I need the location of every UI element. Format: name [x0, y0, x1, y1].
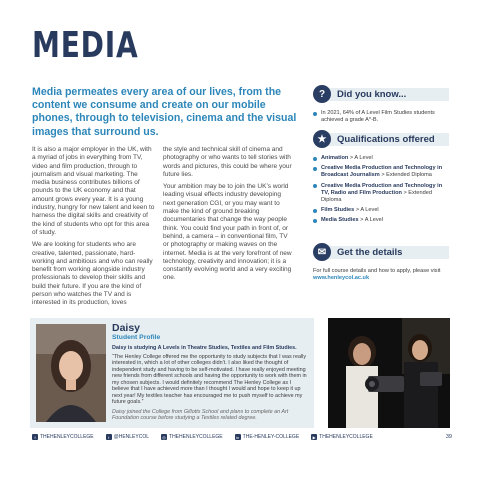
student-photo: [36, 324, 106, 422]
social-linkedin[interactable]: in THE-HENLEY-COLLEGE: [236, 434, 300, 440]
linkedin-icon: in: [236, 434, 240, 440]
profile-lead: Daisy is studying A Levels in Theatre Studies, Textiles and Film Studies.: [112, 345, 297, 351]
list-item: In 2021, 64% of A Level Film Studies students achieved a grade A*-B.: [313, 110, 449, 124]
qualification-item: Animation > A Level: [313, 155, 449, 162]
instagram-icon: ◎: [162, 434, 166, 440]
details-section: [313, 242, 449, 282]
students-camera-photo: [328, 318, 450, 428]
social-youtube[interactable]: ▶ THEHENLEYCOLLEGE: [312, 434, 373, 440]
did-you-know-heading: ? Did you know...: [313, 84, 449, 104]
body-paragraph: We are looking for students who are creative, talented, passionate, hard-working and ambitious and who can really benefit from working alongside industry professionals to develop their skills and build their future. If you are the kind of person who watches the TV and is interested in its production, loves: [32, 241, 153, 307]
question-icon: ?: [313, 85, 331, 103]
qualifications-section: [313, 129, 449, 228]
profile-footnote: Daisy joined the College from Gillotts School and plans to complete an Art Foundation course before studying a Textiles related degree.: [112, 408, 289, 421]
qualification-item: Creative Media Production and Technology in TV, Radio and Film Production > Extended Diploma: [313, 183, 449, 205]
page-title: MEDIA: [32, 25, 139, 66]
details-heading: ✉ Get the details: [313, 242, 449, 262]
star-icon: ★: [313, 130, 331, 148]
body-paragraph: Your ambition may be to join the UK’s world leading visual effects industry developing next generation CGI, or you may want to make the kind of ground breaking documentaries that change the way people think. You could find your path in front of, or behind, a camera – in conventional film, TV or photography or making waves on the internet. Media is at the very forefront of new technology, creativity and innovation; it is a constantly evolving world and a very exciting one.: [163, 183, 292, 282]
website-link[interactable]: www.henleycol.ac.uk: [313, 275, 370, 282]
profile-name: Daisy: [112, 322, 141, 334]
facebook-icon: f: [32, 434, 38, 440]
body-paragraph: It is also a major employer in the UK, with a myriad of jobs in everything from TV, video and film production, through to journalism and visual marketing. The media business contributes billions of pounds to the UK economy and that amount grows every year. It is a young industry, hungry for new talent and keen to harness the digital skills and creativity of the kind of students who opt for this area of study.: [32, 146, 155, 236]
details-text: For full course details and how to apply, please visit www.henleycol.ac.uk: [313, 268, 441, 282]
intro-text: Media permeates every area of our lives, from the content we consume and create on our mobile phones, through to television, cinema and the visual images that surround us.: [32, 86, 297, 138]
mail-icon: ✉: [313, 243, 331, 261]
body-column-2: [163, 146, 293, 287]
social-twitter[interactable]: t @HENLEYCOL: [106, 434, 149, 440]
profile-role: Student Profile: [112, 334, 161, 341]
profile-body: [112, 345, 308, 422]
social-facebook[interactable]: f THEHENLEYCOLLEGE: [32, 434, 94, 440]
qualification-item: Media Studies > A Level: [313, 217, 449, 224]
footer-social-bar: [32, 432, 452, 442]
social-instagram[interactable]: ◎ THEHENLEYCOLLEGE: [162, 434, 223, 440]
youtube-icon: ▶: [312, 434, 316, 440]
body-paragraph: the style and technical skill of cinema and photography or who wants to tell stories with words and pictures, this could be where your future lies.: [163, 146, 292, 178]
twitter-icon: t: [106, 434, 112, 440]
qualification-item: Creative Media Production and Technology in Broadcast Journalism > Extended Diploma: [313, 165, 449, 179]
qualification-item: Film Studies > A Level: [313, 207, 449, 214]
body-column-1: [32, 146, 156, 312]
profile-quote: “The Henley College offered me the opportunity to study subjects that I was really interested in, which a lot of other colleges didn’t. I also liked the thought of independent study and having to be self-motivated. I have really enjoyed meeting new friends from different schools and having the opportunity to work with them in my chosen subjects. I would definitely recommend The Henley College as I believe that I have achieved more than I thought I would and hope to keep it up next year! My textiles teacher has encouraged me to push myself to achieve my future goals.”: [112, 353, 307, 405]
qualifications-heading: ★ Qualifications offered: [313, 129, 449, 149]
page-number: 39: [445, 434, 452, 440]
did-you-know-section: [313, 84, 449, 127]
